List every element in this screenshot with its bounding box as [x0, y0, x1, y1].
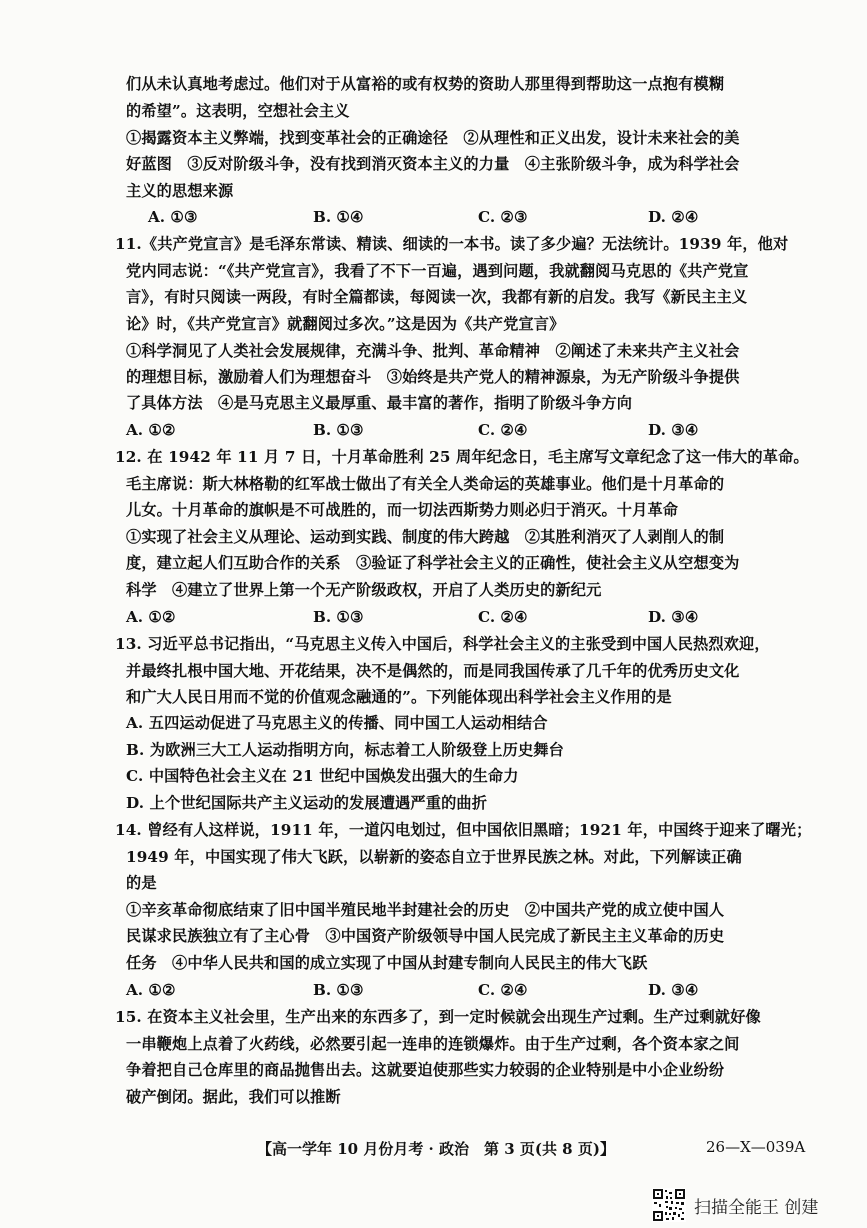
option-a: A. ①② [126, 981, 176, 999]
exam-code: 26—X—039A [706, 1138, 806, 1156]
option-c: C. ②④ [478, 981, 528, 999]
option-b: B. ①④ [313, 208, 364, 226]
q14-line-3: 的是 [126, 874, 157, 892]
q12-line-3: 儿女。十月革命的旗帜是不可战胜的，而一切法西斯势力则必归于消灭。十月革命 [126, 501, 679, 519]
q15-line-3: 争着把自己仓库里的商品抛售出去。这就要迫使那些实力较弱的企业特别是中小企业纷纷 [126, 1061, 725, 1079]
q10-line-4: 好蓝图 ③反对阶级斗争，没有找到消灭资本主义的力量 ④主张阶级斗争，成为科学社会 [126, 155, 740, 173]
option-a: A. ①② [126, 608, 176, 626]
q13-line-3: 和广大人民日用而不觉的价值观念融通的”。下列能体现出科学社会主义作用的是 [126, 688, 672, 706]
q14-line-1: 14. 曾经有人这样说，1911 年，一道闪电划过，但中国依旧黑暗；1921 年，中国终于迎来了曙光； [115, 821, 812, 839]
option-b: B. ①③ [313, 608, 364, 626]
q14-line-5: 民谋求民族独立有了主心骨 ③中国资产阶级领导中国人民完成了新民主主义革命的历史 [126, 927, 725, 945]
q11-line-4: 论》时，《共产党宣言》就翻阅过多次。”这是因为《共产党宣言》 [126, 315, 565, 333]
q11-line-6: 的理想目标，激励着人们为理想奋斗 ③始终是共产党人的精神源泉，为无产阶级斗争提供 [126, 368, 740, 386]
scanner-watermark [652, 1187, 818, 1223]
q13-option-b: B. 为欧洲三大工人运动指明方向，标志着工人阶级登上历史舞台 [126, 741, 564, 759]
q15-line-2: 一串鞭炮上点着了火药线，必然要引起一连串的连锁爆炸。由于生产过剩，各个资本家之间 [126, 1035, 740, 1053]
q12-line-6: 科学 ④建立了世界上第一个无产阶级政权，开启了人类历史的新纪元 [126, 581, 602, 599]
q10-line-3: ①揭露资本主义弊端，找到变革社会的正确途径 ②从理性和正义出发，设计未来社会的美 [126, 129, 740, 147]
page-footer: 【高一学年 10 月份月考 · 政治 第 3 页(共 8 页)】 [257, 1140, 615, 1158]
q12-line-4: ①实现了社会主义从理论、运动到实践、制度的伟大跨越 ②其胜利消灭了人剥削人的制 [126, 528, 725, 546]
qr-code-icon [652, 1188, 686, 1222]
option-c: C. ②④ [478, 608, 528, 626]
q10-line-2: 的希望”。这表明，空想社会主义 [126, 102, 350, 120]
option-c: C. ②④ [478, 421, 528, 439]
q11-line-7: 了具体方法 ④是马克思主义最厚重、最丰富的著作，指明了阶级斗争方向 [126, 394, 633, 412]
q15-line-1: 15. 在资本主义社会里，生产出来的东西多了，到一定时候就会出现生产过剩。生产过剩就好像 [115, 1008, 761, 1026]
q14-line-2: 1949 年，中国实现了伟大飞跃，以崭新的姿态自立于世界民族之林。对此，下列解读正确 [126, 848, 742, 866]
q11-line-3: 言》，有时只阅读一两段，有时全篇都读，每阅读一次，我都有新的启发。我写《新民主主义 [126, 288, 748, 306]
option-d: D. ③④ [648, 981, 699, 999]
option-b: B. ①③ [313, 981, 364, 999]
q11-line-5: ①科学洞见了人类社会发展规律，充满斗争、批判、革命精神 ②阐述了未来共产主义社会 [126, 342, 740, 360]
watermark-text: 扫描全能王 创建 [694, 1197, 819, 1218]
option-d: D. ②④ [648, 208, 699, 226]
q14-line-4: ①辛亥革命彻底结束了旧中国半殖民地半封建社会的历史 ②中国共产党的成立使中国人 [126, 901, 725, 919]
q13-option-a: A. 五四运动促进了马克思主义的传播、同中国工人运动相结合 [126, 714, 548, 732]
q10-line-5: 主义的思想来源 [126, 182, 234, 200]
q12-line-5: 度，建立起人们互助合作的关系 ③验证了科学社会主义的正确性，使社会主义从空想变为 [126, 554, 740, 572]
q13-line-1: 13. 习近平总书记指出，“马克思主义传入中国后，科学社会主义的主张受到中国人民热烈欢迎， [115, 635, 770, 653]
q10-line-1: 们从未认真地考虑过。他们对于从富裕的或有权势的资助人那里得到帮助这一点抱有模糊 [126, 75, 725, 93]
option-b: B. ①③ [313, 421, 364, 439]
q15-line-4: 破产倒闭。据此，我们可以推断 [126, 1088, 341, 1106]
q13-line-2: 并最终扎根中国大地、开花结果，决不是偶然的，而是同我国传承了几千年的优秀历史文化 [126, 662, 740, 680]
q13-option-c: C. 中国特色社会主义在 21 世纪中国焕发出强大的生命力 [126, 767, 519, 785]
q12-line-2: 毛主席说：斯大林格勒的红军战士做出了有关全人类命运的英雄事业。他们是十月革命的 [126, 475, 725, 493]
option-d: D. ③④ [648, 608, 699, 626]
q14-line-6: 任务 ④中华人民共和国的成立实现了中国从封建专制向人民民主的伟大飞跃 [126, 954, 648, 972]
q13-option-d: D. 上个世纪国际共产主义运动的发展遭遇严重的曲折 [126, 794, 488, 812]
q11-line-2: 党内同志说：“《共产党宣言》，我看了不下一百遍，遇到问题，我就翻阅马克思的《共产党宣 [126, 262, 749, 280]
q11-line-1: 11.《共产党宣言》是毛泽东常读、精读、细读的一本书。读了多少遍？无法统计。1939 年，他对 [115, 235, 789, 253]
q12-line-1: 12. 在 1942 年 11 月 7 日，十月革命胜利 25 周年纪念日，毛主席写文章纪念了这一伟大的革命。 [115, 448, 809, 466]
option-a: A. ①③ [148, 208, 198, 226]
option-c: C. ②③ [478, 208, 528, 226]
option-d: D. ③④ [648, 421, 699, 439]
option-a: A. ①② [126, 421, 176, 439]
